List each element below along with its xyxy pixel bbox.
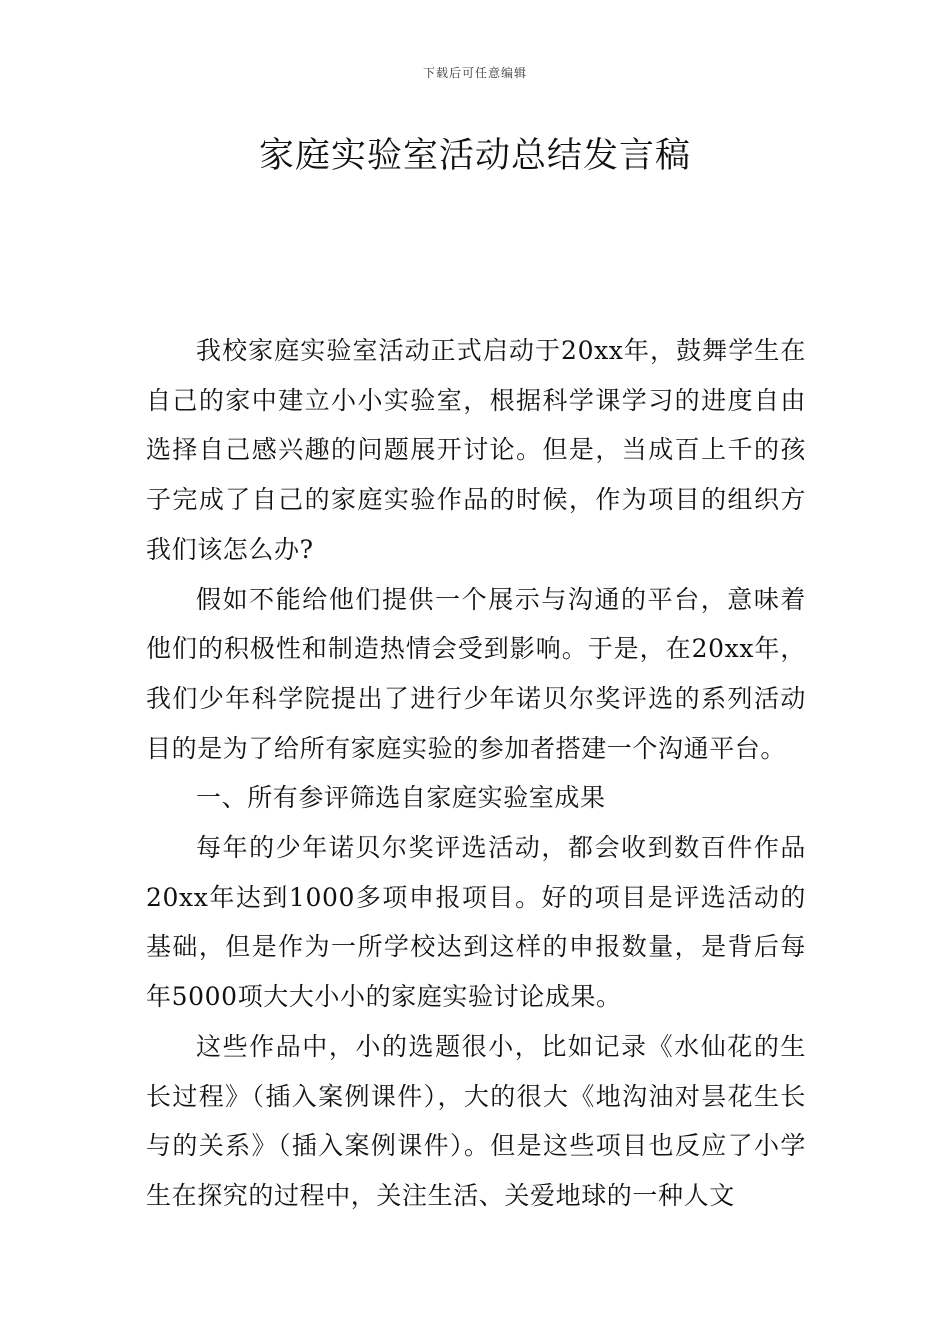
section-heading-1: 一、所有参评筛选自家庭实验室成果 [196, 783, 606, 813]
paragraph-intro: 我校家庭实验室活动正式启动于20xx年，鼓舞学生在自己的家中建立小小实验室，根据科学课学习的进度自由选择自己感兴趣的问题展开讨论。但是，当成百上千的孩子完成了自己的家庭实验作品的时候，作为项目的组织方我们该怎么办? [146, 336, 806, 564]
page-header-note: 下载后可任意编辑 [422, 66, 527, 80]
paragraph-examples: 这些作品中，小的选题很小，比如记录《水仙花的生长过程》（插入案例课件），大的很大《地沟油对昙花生长与的关系》（插入案例课件）。但是这些项目也反应了小学生在探究的过程中，关注生活、关爱地球的一种人文 [146, 1031, 806, 1210]
document-title: 家庭实验室活动总结发言稿 [258, 136, 691, 176]
document-body [146, 326, 806, 1221]
paragraph-submissions: 每年的少年诺贝尔奖评选活动，都会收到数百件作品20xx年达到1000多项申报项目。好的项目是评选活动的基础，但是作为一所学校达到这样的申报数量，是背后每年5000项大大小小的家庭实验讨论成果。 [146, 833, 806, 1012]
paragraph-platform: 假如不能给他们提供一个展示与沟通的平台，意味着他们的积极性和制造热情会受到影响。于是，在20xx年，我们少年科学院提出了进行少年诺贝尔奖评选的系列活动目的是为了给所有家庭实验的参加者搭建一个沟通平台。 [146, 584, 806, 763]
